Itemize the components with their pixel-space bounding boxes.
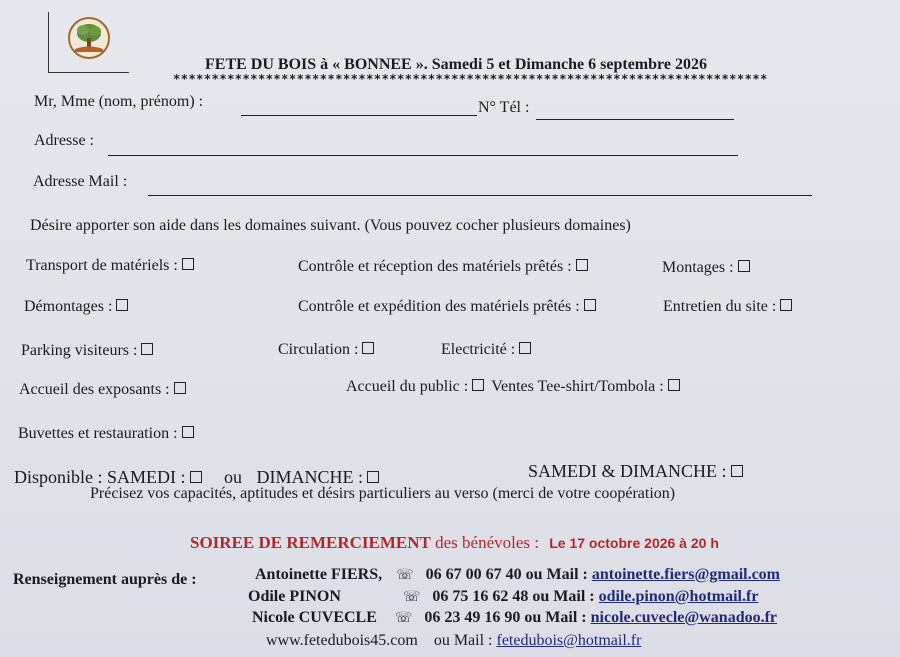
soiree-date: Le 17 octobre 2026 à 20 h: [549, 535, 719, 551]
domain-entretien-label: Entretien du site :: [663, 298, 777, 315]
availability-label: Disponible : SAMEDI :: [14, 467, 186, 487]
parking-checkbox[interactable]: [141, 343, 153, 355]
accueil-public-checkbox[interactable]: [472, 379, 484, 391]
contact-row: [248, 588, 758, 606]
contact-email[interactable]: antoinette.fiers@gmail.com: [591, 566, 781, 583]
contact-ou-mail: ou Mail :: [525, 566, 588, 583]
controle-reception-checkbox[interactable]: [576, 259, 588, 271]
domain-electricite[interactable]: [441, 341, 531, 359]
logo-frame: [48, 12, 129, 73]
contact-phone: 06 67 00 67 40: [425, 566, 522, 583]
contact-row: [252, 609, 777, 627]
website-link[interactable]: www.fetedubois45.com: [266, 632, 418, 649]
contact-ou-mail: ou Mail :: [524, 609, 587, 626]
domain-ventes-label: Ventes Tee-shirt/Tombola :: [491, 378, 664, 395]
domain-entretien[interactable]: [663, 298, 792, 316]
phone-icon: ☏: [402, 589, 421, 605]
transport-checkbox[interactable]: [182, 258, 194, 270]
domain-demontages-label: Démontages :: [24, 298, 113, 315]
contact-email[interactable]: odile.pinon@hotmail.fr: [598, 588, 759, 605]
domain-buvettes-label: Buvettes et restauration :: [18, 425, 178, 442]
domain-montages-label: Montages :: [662, 259, 734, 276]
dimanche-checkbox[interactable]: [367, 471, 379, 483]
circulation-checkbox[interactable]: [362, 342, 374, 354]
domain-parking-label: Parking visiteurs :: [21, 342, 138, 359]
website-ou-mail: ou Mail :: [433, 632, 493, 649]
samedi-checkbox[interactable]: [190, 471, 202, 483]
domain-circulation-label: Circulation :: [278, 341, 359, 358]
contacts-lead: Renseignement auprès de :: [13, 571, 197, 588]
event-title: FETE DU BOIS à « BONNEE ». Samedi 5 et Dimanche 6 septembre 2026: [205, 56, 707, 73]
contact-phone: 06 75 16 62 48: [432, 588, 529, 605]
domain-controle-expedition-label: Contrôle et expédition des matériels prêtés :: [298, 298, 580, 315]
domain-electricite-label: Electricité :: [441, 341, 516, 358]
name-label: Mr, Mme (nom, prénom) :: [34, 93, 204, 110]
email-label: Adresse Mail :: [33, 173, 128, 190]
domain-montages[interactable]: [662, 259, 750, 277]
phone-field[interactable]: [536, 119, 734, 120]
contact-name: Antoinette FIERS,: [255, 566, 383, 583]
dimanche-label: DIMANCHE :: [256, 467, 364, 487]
asterisk-divider: *****************************************************************************: [173, 72, 768, 86]
address-label: Adresse :: [34, 132, 94, 149]
availability-ou: ou: [224, 467, 243, 487]
ventes-checkbox[interactable]: [668, 379, 680, 391]
contact-phone: 06 23 49 16 90: [424, 609, 521, 626]
domain-accueil-public-label: Accueil du public :: [346, 378, 469, 395]
soiree-title: SOIREE DE REMERCIEMENT: [190, 533, 431, 552]
domains-intro: Désire apporter son aide dans les domaines suivant. (Vous pouvez cocher plusieurs domaines): [30, 217, 631, 234]
phone-label: N° Tél :: [478, 99, 530, 116]
controle-expedition-checkbox[interactable]: [584, 299, 596, 311]
buvettes-checkbox[interactable]: [182, 426, 194, 438]
soiree-subtitle: des bénévoles :: [435, 533, 539, 552]
demontages-checkbox[interactable]: [116, 299, 128, 311]
domain-controle-reception[interactable]: [298, 258, 588, 276]
website-email[interactable]: fetedubois@hotmail.fr: [496, 632, 642, 649]
phone-icon: ☏: [396, 567, 414, 583]
website-row: [266, 632, 641, 650]
domain-circulation[interactable]: [278, 341, 374, 359]
domain-accueil-public[interactable]: [346, 378, 680, 396]
address-field[interactable]: [108, 155, 738, 156]
domain-controle-reception-label: Contrôle et réception des matériels prêtés :: [298, 258, 572, 275]
contact-name: Nicole CUVECLE: [252, 609, 377, 626]
name-field[interactable]: [241, 115, 477, 116]
domain-transport[interactable]: [26, 257, 194, 275]
domain-accueil-exposants[interactable]: [19, 381, 186, 399]
domain-buvettes[interactable]: [18, 425, 194, 443]
domain-transport-label: Transport de matériels :: [26, 257, 178, 274]
both-days-checkbox[interactable]: [731, 465, 743, 477]
electricite-checkbox[interactable]: [519, 342, 531, 354]
entretien-checkbox[interactable]: [780, 299, 792, 311]
contact-email[interactable]: nicole.cuvecle@wanadoo.fr: [590, 609, 778, 626]
both-days-row: [528, 461, 743, 482]
accueil-exposants-checkbox[interactable]: [174, 382, 186, 394]
domain-parking[interactable]: [21, 342, 153, 360]
email-field[interactable]: [148, 195, 812, 196]
tree-logo-icon: [67, 16, 111, 60]
both-days-label: SAMEDI & DIMANCHE :: [528, 461, 727, 481]
soiree-line: [190, 533, 719, 553]
domain-controle-expedition[interactable]: [298, 298, 596, 316]
contact-name: Odile PINON: [248, 588, 341, 605]
domain-demontages[interactable]: [24, 298, 128, 316]
phone-icon: ☏: [394, 610, 413, 626]
contact-ou-mail: ou Mail :: [532, 588, 595, 605]
precisez-note: Précisez vos capacités, aptitudes et désirs particuliers au verso (merci de votre coopération): [90, 485, 676, 502]
domain-accueil-exposants-label: Accueil des exposants :: [19, 381, 170, 398]
montages-checkbox[interactable]: [738, 260, 750, 272]
contact-row: [255, 566, 780, 584]
